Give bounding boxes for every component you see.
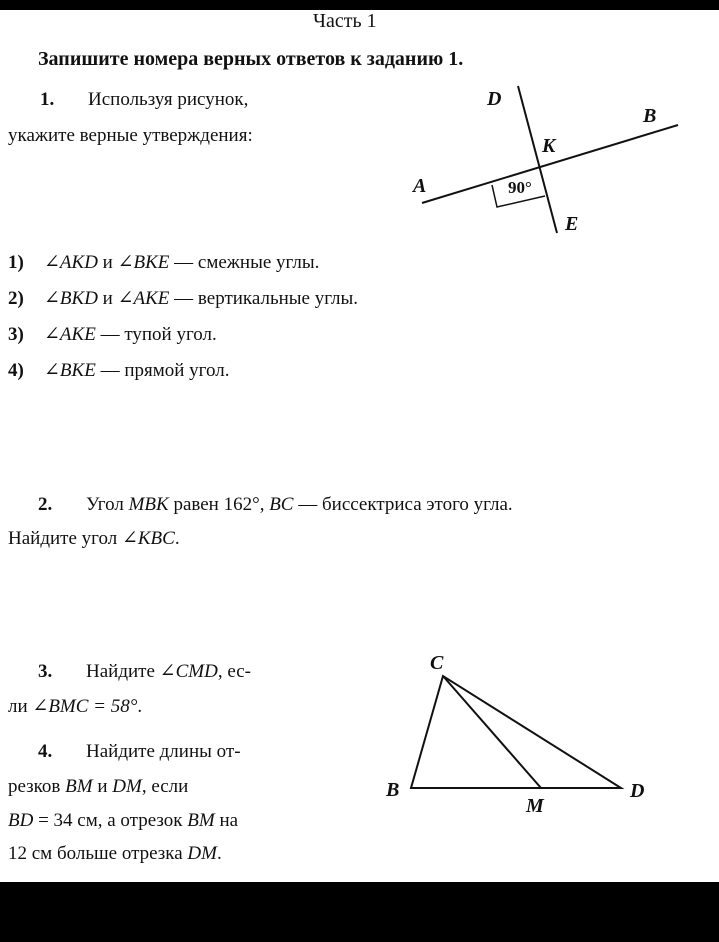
worksheet-page (0, 10, 719, 882)
task4-line1-text: Найдите длины от- (86, 741, 241, 762)
option-4-angle1: ∠BKE (44, 360, 96, 381)
label-C: C (430, 652, 444, 674)
label-K: K (542, 135, 556, 157)
task2-line2-text: Найдите угол (8, 528, 122, 549)
option-1-conj: и (97, 252, 118, 273)
option-1-angle2: ∠BKE (117, 252, 170, 273)
task4-l2-m2: DM (112, 776, 142, 797)
label-B-top: B (643, 105, 657, 127)
task2-angle-name: MBK (128, 494, 169, 515)
option-1-angle1: ∠AKD (44, 252, 98, 273)
option-3-number: 3) (8, 324, 24, 345)
task1-text-line1: Используя рисунок, (88, 89, 249, 110)
task3-line2-end: . (137, 696, 143, 717)
task3-t1: Найдите (86, 661, 160, 682)
task4-l2-pre: резков (8, 776, 66, 797)
task1-text-line2: укажите верные утверждения: (8, 125, 253, 146)
task1-number: 1. (40, 89, 55, 110)
segment-cm (443, 676, 541, 788)
task2-t2: равен 162°, (168, 494, 270, 515)
task3-line2-pre: ли (8, 696, 33, 717)
task2-t1: Угол (86, 494, 129, 515)
task3-number: 3. (38, 661, 53, 682)
triangle-bcd (411, 676, 621, 788)
task3-line2-math: ∠BMC = 58° (32, 696, 138, 717)
label-B-triangle: B (386, 779, 400, 801)
task4-l2-end: , если (141, 776, 189, 797)
task2-t3: — биссектриса этого угла. (293, 494, 513, 515)
instruction: Запишите номера верных ответов к заданию 1. (38, 48, 464, 70)
task4-l4-pre: 12 см больше отрезка (8, 843, 188, 864)
task4-l2-m1: BM (65, 776, 93, 797)
option-1-rest: — смежные углы. (169, 252, 320, 273)
task4-l4-m: DM (187, 843, 217, 864)
option-2-conj: и (97, 288, 118, 309)
task2-line2-end: . (174, 528, 180, 549)
option-3-rest: — тупой угол. (95, 324, 217, 345)
angle-mark-90: 90° (508, 178, 532, 197)
task3-t2: , ес- (217, 661, 251, 682)
option-3-angle1: ∠AKE (44, 324, 96, 345)
label-D-triangle: D (630, 780, 645, 802)
option-2-number: 2) (8, 288, 24, 309)
task4-l3-m1: BD (8, 810, 34, 831)
label-E: E (565, 213, 579, 235)
task4-l4-end: . (216, 843, 222, 864)
task2-line2-angle: ∠KBC (121, 528, 175, 549)
label-M: M (526, 795, 544, 817)
option-2-angle1: ∠BKD (44, 288, 98, 309)
task2-bisector: BC (269, 494, 294, 515)
triangle-figure (0, 10, 719, 882)
part-title: Часть 1 (313, 10, 377, 32)
option-2-rest: — вертикальные углы. (169, 288, 359, 309)
option-2-angle2: ∠AKE (117, 288, 170, 309)
task4-l2-mid: и (92, 776, 113, 797)
option-1-number: 1) (8, 252, 24, 273)
task4-l3-m2: BM (187, 810, 215, 831)
task3-angle: ∠CMD (159, 661, 218, 682)
option-4-rest: — прямой угол. (95, 360, 230, 381)
task2-number: 2. (38, 494, 53, 515)
task4-l3-mid: = 34 см, а отрезок (33, 810, 188, 831)
label-D: D (487, 88, 502, 110)
task4-l3-end: на (214, 810, 239, 831)
label-A: A (413, 175, 427, 197)
task4-number: 4. (38, 741, 53, 762)
option-4-number: 4) (8, 360, 24, 381)
